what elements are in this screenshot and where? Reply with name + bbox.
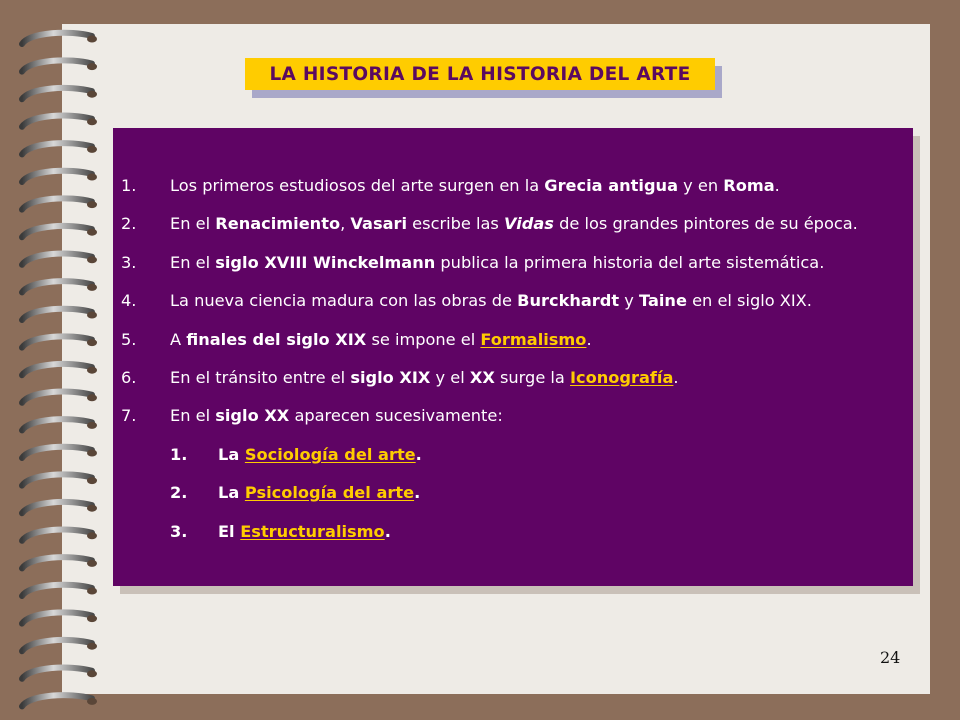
page-title: LA HISTORIA DE LA HISTORIA DEL ARTE [245,58,715,90]
list-item [121,210,911,248]
spiral-hole [87,36,97,43]
list-item [121,326,911,364]
sub-list-item [121,518,911,556]
sub-item-text: La Sociología del arte. [218,444,422,464]
item-number: 1. [121,176,137,195]
link-estructuralismo[interactable]: Estructuralismo [240,521,385,541]
spiral-hole [87,91,97,98]
spiral-hole [87,615,97,622]
spiral-hole [87,670,97,677]
spiral-hole [87,312,97,319]
spiral-ring [22,640,92,651]
spiral-hole [87,450,97,457]
item-text: En el Renacimiento, Vasari escribe las Vidas de los grandes pintores de su época. [170,214,858,234]
item-number: 2. [121,214,137,234]
spiral-hole [87,560,97,567]
sub-item-text: El Estructuralismo. [218,521,391,541]
spiral-ring [22,60,92,71]
link-sociologia[interactable]: Sociología del arte [244,444,416,464]
list-item [121,402,911,440]
spiral-hole [87,63,97,70]
sub-item-text: La Psicología del arte. [218,483,421,503]
item-number: 3. [121,252,137,272]
sub-list-item [121,479,911,517]
spiral-hole [87,256,97,263]
sub-item-number: 2. [170,483,188,503]
spiral-ring [22,474,92,485]
spiral-ring [22,530,92,541]
spiral-binding [0,0,130,720]
spiral-ring [22,392,92,403]
spiral-hole [87,394,97,401]
spiral-hole [87,477,97,484]
spiral-ring [22,419,92,430]
spiral-ring [22,336,92,347]
spiral-ring [22,309,92,320]
spiral-hole [87,698,97,705]
list-item [121,364,911,402]
spiral-hole [87,643,97,650]
spiral-hole [87,201,97,208]
sub-item-number: 1. [170,444,188,464]
sub-item-number: 3. [170,521,188,541]
spiral-ring [22,226,92,237]
spiral-hole [87,174,97,181]
list-item [121,287,911,325]
spiral-hole [87,367,97,374]
spiral-hole [87,339,97,346]
spiral-ring [22,695,92,706]
link-psicologia[interactable]: Psicología del arte [244,483,415,503]
page-number: 24 [880,648,901,667]
item-number: 4. [121,291,137,311]
item-number: 6. [121,367,137,387]
spiral-hole [87,422,97,429]
spiral-ring [22,143,92,154]
spiral-ring [22,254,92,265]
list-item [121,249,911,287]
spiral-ring [22,364,92,375]
link-iconografia[interactable]: Iconografía [570,367,674,387]
spiral-hole [87,588,97,595]
spiral-ring [22,447,92,458]
item-text: Los primeros estudiosos del arte surgen en la Grecia antigua y en Roma. [170,176,780,195]
item-number: 7. [121,406,137,426]
history-list [121,172,911,556]
spiral-ring [22,668,92,679]
sub-list-item [121,441,911,479]
spiral-ring [22,612,92,623]
spiral-ring [22,502,92,513]
spiral-ring [22,88,92,99]
spiral-hole [87,146,97,153]
item-text: La nueva ciencia madura con las obras de Burckhardt y Taine en el siglo XIX. [170,291,812,311]
item-text: En el tránsito entre el siglo XIX y el XX surge la Iconografía. [170,367,679,387]
spiral-hole [87,118,97,125]
item-number: 5. [121,329,137,349]
link-formalismo[interactable]: Formalismo [480,329,587,349]
spiral-ring [22,557,92,568]
spiral-hole [87,284,97,291]
spiral-hole [87,532,97,539]
spiral-ring [22,198,92,209]
spiral-ring [22,281,92,292]
item-text: En el siglo XVIII Winckelmann publica la primera historia del arte sistemática. [170,252,825,272]
spiral-ring [22,171,92,182]
spiral-ring [22,116,92,127]
item-text: En el siglo XX aparecen sucesivamente: [170,406,503,426]
spiral-ring [22,585,92,596]
list-item [121,172,911,210]
spiral-ring [22,33,92,44]
spiral-hole [87,505,97,512]
item-text: A finales del siglo XIX se impone el Formalismo. [170,329,592,349]
spiral-hole [87,229,97,236]
